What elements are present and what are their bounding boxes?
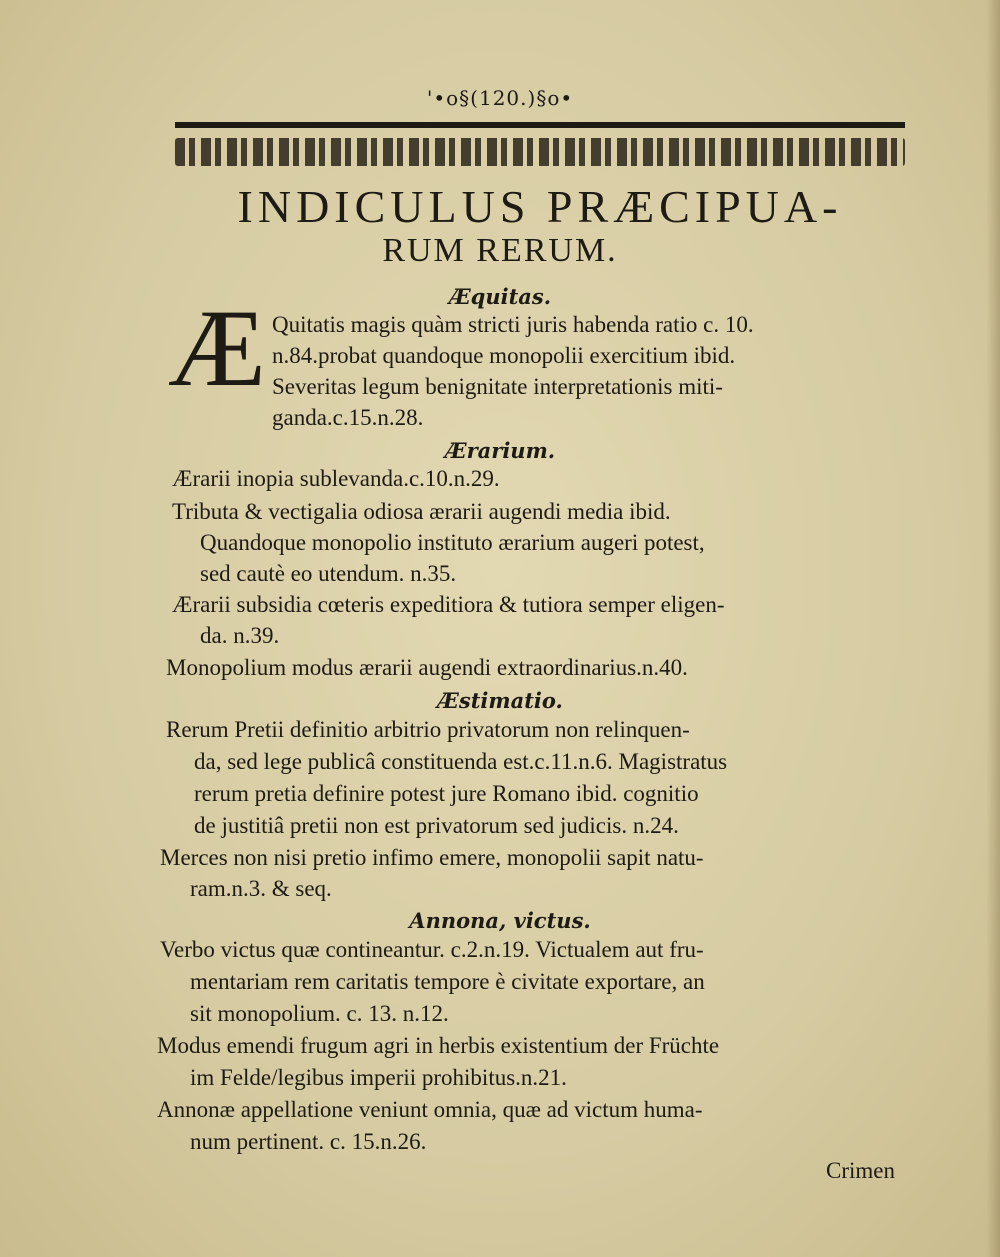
drop-capital: Æ (168, 287, 266, 409)
index-title-line-1: INDICULUS PRÆCIPUA- (237, 181, 843, 232)
text-line: Monopolium modus ærarii augendi extraordinarius.n.40. (166, 655, 688, 680)
text-line: sed cautè eo utendum. n.35. (200, 561, 457, 586)
text-line: Severitas legum benignitate interpretationis miti- (272, 374, 723, 399)
text-line: Quandoque monopolio instituto ærarium augeri potest, (200, 530, 705, 555)
section-title-aestimatio: Æstimatio. (437, 688, 563, 713)
catchword: Crimen (826, 1158, 895, 1183)
text-line: rerum pretia definire potest jure Romano ibid. cognitio (194, 781, 699, 806)
text-line: Rerum Pretii definitio arbitrio privatorum non relinquen- (166, 717, 690, 742)
text-line: num pertinent. c. 15.n.26. (190, 1129, 427, 1154)
index-title-line-2: RUM RERUM. (382, 232, 618, 269)
ornament-band (175, 138, 905, 166)
text-line: Modus emendi frugum agri in herbis existentium der Früchte (157, 1033, 720, 1058)
text-line: da. n.39. (200, 623, 280, 648)
text-line: da, sed lege publicâ constituenda est.c.11.n.6. Magistratus (194, 749, 728, 774)
section-title-aerarium: Ærarium. (444, 438, 556, 463)
text-line: ganda.c.15.n.28. (272, 405, 424, 430)
text-line: Verbo victus quæ contineantur. c.2.n.19. Victualem aut fru- (160, 937, 704, 962)
section-title-aequitas: Æquitas. (448, 284, 552, 309)
text-line: n.84.probat quandoque monopolii exercitium ibid. (272, 343, 736, 368)
text-line: Tributa & vectigalia odiosa ærarii augendi media ibid. (172, 499, 671, 524)
page-number: '•o§(120.)§o• (426, 86, 574, 110)
text-line: im Felde/legibus imperii prohibitus.n.21. (190, 1065, 567, 1090)
text-line: Annonæ appellatione veniunt omnia, quæ ad victum huma- (157, 1097, 703, 1122)
text-line: de justitiâ pretii non est privatorum sed judicis. n.24. (194, 813, 679, 838)
text-line: Ærarii inopia sublevanda.c.10.n.29. (172, 466, 500, 491)
section-title-annona: Annona, victus. (409, 908, 591, 933)
text-line: Merces non nisi pretio infimo emere, monopolii sapit natu- (160, 845, 704, 870)
text-line: Ærarii subsidia cœteris expeditiora & tutiora semper eligen- (172, 592, 725, 617)
header-rule (175, 122, 905, 128)
text-line: sit monopolium. c. 13. n.12. (190, 1001, 449, 1026)
text-line: Quitatis magis quàm stricti juris habenda ratio c. 10. (272, 312, 754, 337)
text-line: ram.n.3. & seq. (190, 876, 332, 901)
text-line: mentariam rem caritatis tempore è civitate exportare, an (190, 969, 705, 994)
